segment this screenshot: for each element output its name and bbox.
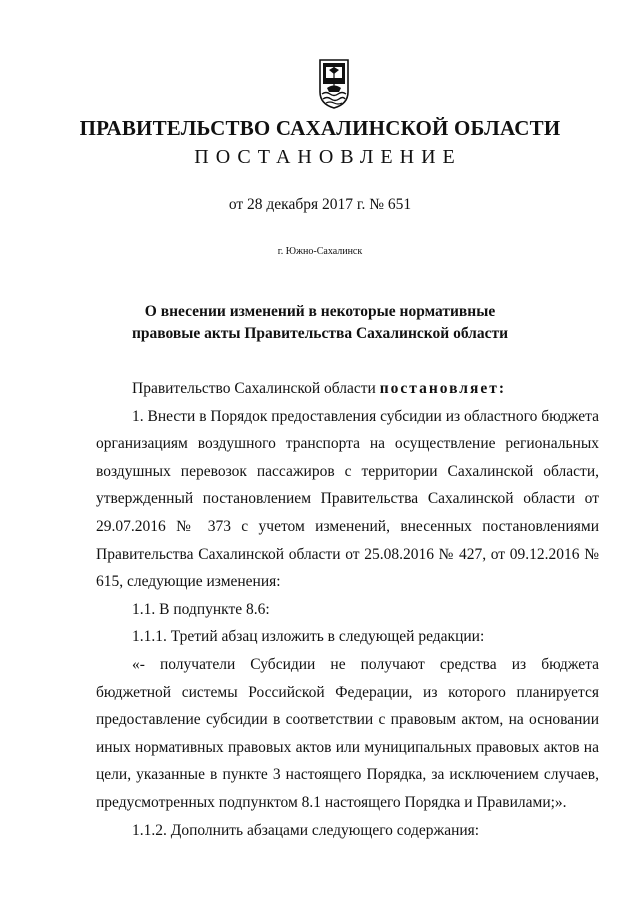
document-type-title: ПОСТАНОВЛЕНИЕ: [194, 146, 462, 168]
paragraph-quoted-amendment: «- получатели Субсидии не получают средства из бюджета бюджетной системы Российской Федерации, из которого планируется предоставление субсидии в соответствии с правовым актом, на основании иных нормативных правовых актов или муниципальных правовых актов на цели, указанные в пункте 3 настоящего Порядка, за исключением случаев, предусмотренных подпунктом 8.1 настоящего Порядка и Правилами;».: [96, 655, 599, 811]
paragraph-1-1: 1.1. В подпункте 8.6:: [132, 600, 270, 618]
paragraph-1: 1. Внести в Порядок предоставления субсидии из областного бюджета организациям воздушного транспорта на осуществление региональных воздушных перевозок пассажиров с территории Сахалинской области, утвержденный постановлением Правительства Сахалинской области от 29.07.2016 № 373 с учетом изменений, внесенных постановлениями Правительства Сахалинской области от 25.08.2016 № 427, от 09.12.2016 № 615, следующие изменения:: [96, 407, 599, 591]
paragraph-1-1-2: 1.1.2. Дополнить абзацами следующего содержания:: [132, 821, 480, 839]
preamble-text: Правительство Сахалинской области: [132, 380, 380, 397]
document-body: [96, 375, 599, 844]
organization-title: ПРАВИТЕЛЬСТВО САХАЛИНСКОЙ ОБЛАСТИ: [79, 116, 561, 140]
document-subject-line-2: правовые акты Правительства Сахалинской области: [131, 325, 509, 342]
preamble-paragraph: [96, 375, 599, 403]
document-subject: [0, 301, 640, 345]
preamble-resolves: постановляет:: [379, 380, 507, 397]
document-city: г. Южно-Сахалинск: [277, 246, 363, 257]
paragraph-1-1-1: 1.1.1. Третий абзац изложить в следующей редакции:: [132, 628, 485, 646]
sakhalin-coat-of-arms-icon: [318, 58, 350, 110]
document-subject-line-1: О внесении изменений в некоторые нормативные: [144, 303, 496, 320]
document-date-number: от 28 декабря 2017 г. № 651: [228, 196, 412, 213]
